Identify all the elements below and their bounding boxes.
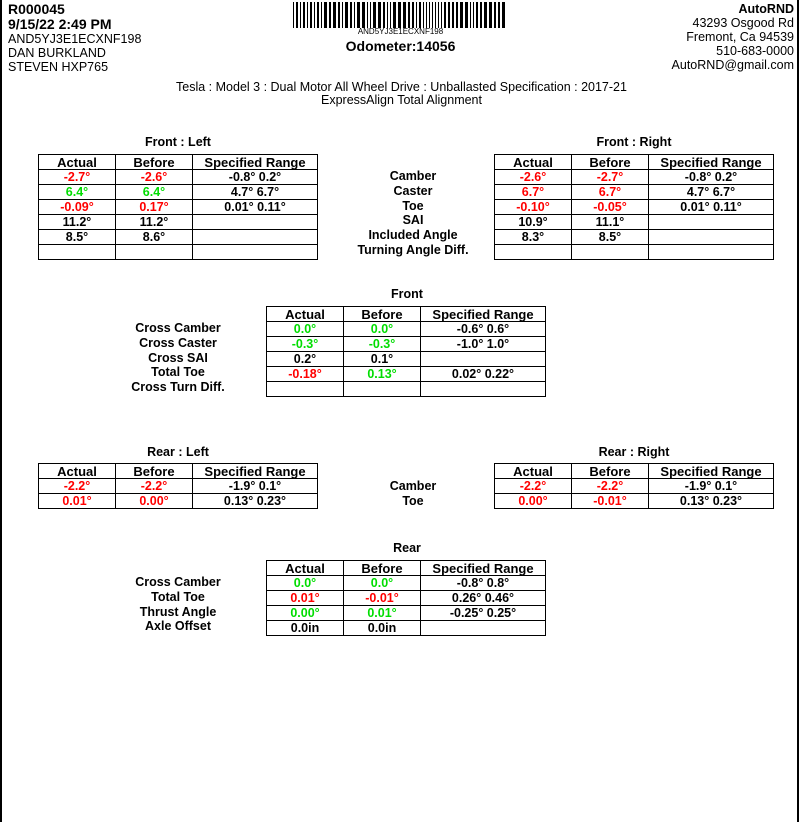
vehicle-description bbox=[2, 81, 801, 107]
barcode-bar bbox=[476, 2, 478, 28]
table-row bbox=[495, 245, 774, 260]
table-row bbox=[267, 367, 546, 382]
barcode-bar bbox=[387, 2, 388, 28]
measurement-label: Cross Camber bbox=[135, 575, 221, 589]
specified-range bbox=[421, 352, 546, 367]
shop-phone: 510-683-0000 bbox=[716, 44, 794, 58]
front-cross-title: Front bbox=[391, 287, 423, 301]
specified-range: 0.01° 0.11° bbox=[193, 200, 318, 215]
shop-name: AutoRND bbox=[738, 2, 794, 16]
report-datetime: 9/15/22 2:49 PM bbox=[8, 16, 112, 32]
specified-range: 0.02° 0.22° bbox=[421, 367, 546, 382]
specified-range bbox=[421, 382, 546, 397]
specified-range: -0.8° 0.8° bbox=[421, 576, 546, 591]
before-value: 0.13° bbox=[344, 367, 421, 382]
column-header-range: Specified Range bbox=[649, 464, 774, 479]
barcode-text: AND5YJ3E1ECXNF198 bbox=[357, 27, 444, 36]
before-value: -2.2° bbox=[572, 479, 649, 494]
table-row bbox=[267, 352, 546, 367]
barcode-bar bbox=[321, 2, 322, 28]
front-cross-labels bbox=[98, 321, 258, 395]
before-value: -0.05° bbox=[572, 200, 649, 215]
actual-value: 6.7° bbox=[495, 185, 572, 200]
shop-email: AutoRND@gmail.com bbox=[671, 58, 794, 72]
barcode-bar bbox=[429, 2, 430, 28]
before-value: -0.01° bbox=[572, 494, 649, 509]
actual-value bbox=[267, 382, 344, 397]
specified-range: -0.6° 0.6° bbox=[421, 322, 546, 337]
barcode-bar bbox=[403, 2, 406, 28]
column-header-actual: Actual bbox=[267, 561, 344, 576]
technician-name: DAN BURKLAND bbox=[8, 46, 106, 60]
barcode-bar bbox=[419, 2, 421, 28]
measurement-label: SAI bbox=[402, 213, 424, 228]
front-right-table bbox=[494, 154, 774, 260]
rear-left-table bbox=[38, 463, 318, 509]
column-header-before: Before bbox=[572, 464, 649, 479]
barcode-bar bbox=[383, 2, 385, 28]
customer-name: STEVEN HXP765 bbox=[8, 60, 109, 74]
actual-value: 6.4° bbox=[39, 185, 116, 200]
before-value: 6.7° bbox=[572, 185, 649, 200]
barcode-bar bbox=[498, 2, 500, 28]
barcode-bar bbox=[441, 2, 442, 28]
before-value: -0.3° bbox=[344, 337, 421, 352]
table-row bbox=[39, 185, 318, 200]
table-row bbox=[495, 215, 774, 230]
barcode-bar bbox=[432, 2, 433, 28]
specified-range: -0.8° 0.2° bbox=[649, 170, 774, 185]
measurement-label: Camber bbox=[389, 169, 437, 183]
barcode-bar bbox=[448, 2, 450, 28]
measurement-label: Turning Angle Diff. bbox=[357, 242, 469, 257]
barcode-bar bbox=[300, 2, 301, 28]
barcode-bar bbox=[338, 2, 340, 28]
before-value: -2.6° bbox=[116, 170, 193, 185]
barcode-bar bbox=[465, 2, 468, 28]
actual-value: 0.00° bbox=[267, 606, 344, 621]
measurement-label: Toe bbox=[402, 198, 424, 213]
barcode-bar bbox=[367, 2, 368, 28]
table-row bbox=[39, 230, 318, 245]
barcode-bar bbox=[373, 2, 376, 28]
barcode-bar bbox=[329, 2, 331, 28]
specified-range: -1.0° 1.0° bbox=[421, 337, 546, 352]
table-row bbox=[267, 591, 546, 606]
before-value bbox=[116, 245, 193, 260]
measurement-label: Total Toe bbox=[151, 365, 205, 380]
barcode-bar bbox=[489, 2, 492, 28]
measurement-label: Cross Turn Diff. bbox=[131, 380, 225, 395]
before-value: 6.4° bbox=[116, 185, 193, 200]
barcode-bar bbox=[412, 2, 414, 28]
rear-left-title: Rear : Left bbox=[147, 445, 209, 459]
column-header-before: Before bbox=[116, 464, 193, 479]
measurement-label: Cross Camber bbox=[135, 321, 221, 335]
before-value: -2.2° bbox=[116, 479, 193, 494]
barcode-bar bbox=[484, 2, 487, 28]
specified-range: 0.26° 0.46° bbox=[421, 591, 546, 606]
alignment-type: ExpressAlign Total Alignment bbox=[321, 93, 482, 107]
rear-cross-labels bbox=[98, 575, 258, 634]
column-header-before: Before bbox=[116, 155, 193, 170]
table-row bbox=[39, 245, 318, 260]
header-row bbox=[495, 464, 774, 479]
before-value: 0.1° bbox=[344, 352, 421, 367]
table-row bbox=[267, 576, 546, 591]
barcode-bar bbox=[460, 2, 463, 28]
table-row bbox=[39, 215, 318, 230]
actual-value: -0.09° bbox=[39, 200, 116, 215]
actual-value bbox=[39, 245, 116, 260]
barcode-bar bbox=[362, 2, 365, 28]
vin: AND5YJ3E1ECXNF198 bbox=[8, 32, 142, 46]
barcode-bar bbox=[317, 2, 319, 28]
barcode-bar bbox=[350, 2, 352, 28]
table-row bbox=[495, 170, 774, 185]
table-row bbox=[495, 230, 774, 245]
barcode-bar bbox=[456, 2, 458, 28]
column-header-before: Before bbox=[344, 307, 421, 322]
report-header-info bbox=[8, 2, 141, 74]
shop-address: 43293 Osgood Rd bbox=[692, 16, 794, 30]
table-row bbox=[267, 606, 546, 621]
barcode-bar bbox=[390, 2, 391, 28]
column-header-range: Specified Range bbox=[649, 155, 774, 170]
specified-range bbox=[649, 230, 774, 245]
before-value: 0.01° bbox=[344, 606, 421, 621]
barcode-bar bbox=[423, 2, 424, 28]
column-header-actual: Actual bbox=[39, 155, 116, 170]
table-row bbox=[267, 322, 546, 337]
shop-city: Fremont, Ca 94539 bbox=[686, 30, 794, 44]
before-value: -2.7° bbox=[572, 170, 649, 185]
table-row bbox=[267, 621, 546, 636]
actual-value: 0.0° bbox=[267, 322, 344, 337]
barcode-bar bbox=[378, 2, 381, 28]
before-value: 0.0° bbox=[344, 322, 421, 337]
specified-range bbox=[193, 230, 318, 245]
specified-range: 4.7° 6.7° bbox=[193, 185, 318, 200]
actual-value: -2.2° bbox=[495, 479, 572, 494]
barcode-bar bbox=[296, 2, 298, 28]
front-measurement-labels bbox=[338, 169, 488, 258]
barcode-bar bbox=[494, 2, 496, 28]
before-value: 0.17° bbox=[116, 200, 193, 215]
shop-info bbox=[672, 2, 794, 72]
measurement-label: Camber bbox=[389, 479, 437, 493]
header-row bbox=[267, 561, 546, 576]
table-row bbox=[39, 200, 318, 215]
rear-cross-table bbox=[266, 560, 546, 636]
barcode-bar bbox=[342, 2, 343, 28]
barcode-bar bbox=[473, 2, 474, 28]
specified-range bbox=[421, 621, 546, 636]
header-row bbox=[39, 155, 318, 170]
actual-value: -2.2° bbox=[39, 479, 116, 494]
odometer: Odometer:14056 bbox=[345, 38, 456, 54]
actual-value: -0.18° bbox=[267, 367, 344, 382]
table-row bbox=[495, 479, 774, 494]
barcode-bar bbox=[354, 2, 355, 28]
actual-value: -2.7° bbox=[39, 170, 116, 185]
actual-value: -0.10° bbox=[495, 200, 572, 215]
ro-number: R000045 bbox=[8, 1, 65, 17]
before-value: 0.00° bbox=[116, 494, 193, 509]
measurement-label: Cross SAI bbox=[148, 350, 208, 365]
actual-value: 0.0° bbox=[267, 576, 344, 591]
actual-value: -2.6° bbox=[495, 170, 572, 185]
before-value bbox=[344, 382, 421, 397]
table-row bbox=[495, 200, 774, 215]
measurement-label: Total Toe bbox=[151, 589, 205, 604]
measurement-label: Included Angle bbox=[368, 228, 458, 243]
barcode-bar bbox=[333, 2, 336, 28]
column-header-actual: Actual bbox=[495, 464, 572, 479]
front-left-title: Front : Left bbox=[145, 135, 211, 149]
column-header-actual: Actual bbox=[39, 464, 116, 479]
table-row bbox=[39, 479, 318, 494]
before-value: 11.2° bbox=[116, 215, 193, 230]
actual-value: 8.5° bbox=[39, 230, 116, 245]
barcode-bar bbox=[357, 2, 360, 28]
rear-right-title: Rear : Right bbox=[598, 445, 670, 459]
rear-right-table bbox=[494, 463, 774, 509]
rear-cross-title: Rear bbox=[393, 541, 421, 555]
column-header-range: Specified Range bbox=[421, 307, 546, 322]
column-header-actual: Actual bbox=[495, 155, 572, 170]
barcode-bar bbox=[435, 2, 436, 28]
barcode-bar bbox=[307, 2, 308, 28]
table-row bbox=[267, 337, 546, 352]
column-header-range: Specified Range bbox=[193, 155, 318, 170]
barcode-bar bbox=[314, 2, 315, 28]
actual-value: 0.2° bbox=[267, 352, 344, 367]
measurement-label: Thrust Angle bbox=[139, 604, 217, 619]
table-row bbox=[495, 494, 774, 509]
barcode-bar bbox=[370, 2, 371, 28]
table-row bbox=[39, 170, 318, 185]
specified-range: 0.13° 0.23° bbox=[193, 494, 318, 509]
column-header-range: Specified Range bbox=[421, 561, 546, 576]
front-right-title: Front : Right bbox=[596, 135, 672, 149]
specified-range: -0.8° 0.2° bbox=[193, 170, 318, 185]
actual-value: 11.2° bbox=[39, 215, 116, 230]
table-row bbox=[39, 494, 318, 509]
specified-range: 0.01° 0.11° bbox=[649, 200, 774, 215]
barcode-bar bbox=[293, 2, 294, 28]
before-value: 8.5° bbox=[572, 230, 649, 245]
table-row bbox=[495, 185, 774, 200]
column-header-range: Specified Range bbox=[193, 464, 318, 479]
barcode-bar bbox=[470, 2, 471, 28]
specified-range bbox=[649, 245, 774, 260]
specified-range: -1.9° 0.1° bbox=[193, 479, 318, 494]
column-header-before: Before bbox=[572, 155, 649, 170]
barcode-bar bbox=[398, 2, 401, 28]
barcode-bar bbox=[345, 2, 348, 28]
rear-measurement-labels bbox=[338, 479, 488, 509]
column-header-before: Before bbox=[344, 561, 421, 576]
barcode-bar bbox=[408, 2, 410, 28]
barcode-bar bbox=[416, 2, 417, 28]
header-row bbox=[267, 307, 546, 322]
measurement-label: Caster bbox=[393, 183, 433, 198]
actual-value: 0.0in bbox=[267, 621, 344, 636]
specified-range: -0.25° 0.25° bbox=[421, 606, 546, 621]
specified-range bbox=[193, 245, 318, 260]
specified-range: 0.13° 0.23° bbox=[649, 494, 774, 509]
actual-value: 0.01° bbox=[267, 591, 344, 606]
before-value bbox=[572, 245, 649, 260]
actual-value: 8.3° bbox=[495, 230, 572, 245]
before-value: -0.01° bbox=[344, 591, 421, 606]
column-header-actual: Actual bbox=[267, 307, 344, 322]
before-value: 0.0° bbox=[344, 576, 421, 591]
before-value: 11.1° bbox=[572, 215, 649, 230]
actual-value bbox=[495, 245, 572, 260]
barcode-bar bbox=[393, 2, 396, 28]
front-left-table bbox=[38, 154, 318, 260]
specified-range: 4.7° 6.7° bbox=[649, 185, 774, 200]
vin-barcode bbox=[293, 2, 508, 28]
measurement-label: Cross Caster bbox=[139, 335, 217, 350]
barcode-bar bbox=[452, 2, 454, 28]
barcode-bar bbox=[426, 2, 427, 28]
actual-value: 0.00° bbox=[495, 494, 572, 509]
barcode-bar bbox=[438, 2, 439, 28]
header-row bbox=[39, 464, 318, 479]
specified-range: -1.9° 0.1° bbox=[649, 479, 774, 494]
before-value: 0.0in bbox=[344, 621, 421, 636]
specified-range bbox=[193, 215, 318, 230]
vehicle-spec-line: Tesla : Model 3 : Dual Motor All Wheel Drive : Unballasted Specification : 2017-21 bbox=[176, 80, 627, 94]
specified-range bbox=[649, 215, 774, 230]
actual-value: 10.9° bbox=[495, 215, 572, 230]
front-cross-table bbox=[266, 306, 546, 397]
barcode-bar bbox=[502, 2, 505, 28]
measurement-label: Axle Offset bbox=[145, 619, 211, 634]
before-value: 8.6° bbox=[116, 230, 193, 245]
actual-value: 0.01° bbox=[39, 494, 116, 509]
table-row bbox=[267, 382, 546, 397]
barcode-bar bbox=[310, 2, 312, 28]
measurement-label: Toe bbox=[402, 493, 424, 508]
barcode-bar bbox=[480, 2, 482, 28]
barcode-bar bbox=[324, 2, 327, 28]
header-row bbox=[495, 155, 774, 170]
barcode-bar bbox=[303, 2, 305, 28]
actual-value: -0.3° bbox=[267, 337, 344, 352]
barcode-bar bbox=[444, 2, 446, 28]
